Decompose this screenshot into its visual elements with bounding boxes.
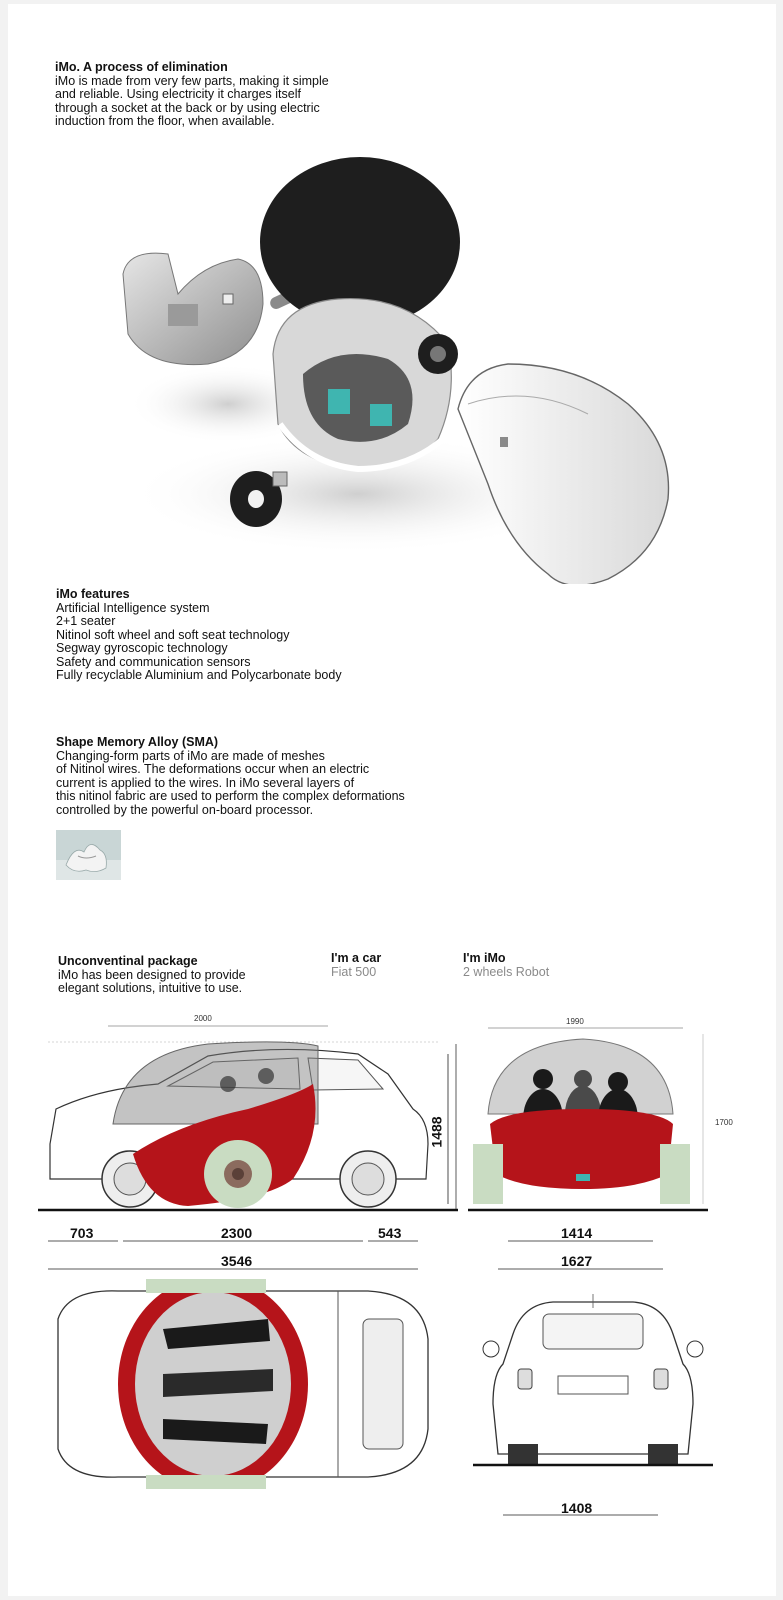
dim-front-height: 1700 xyxy=(715,1118,733,1127)
feature-item: Artificial Intelligence system xyxy=(56,600,210,615)
poster-sheet xyxy=(8,4,776,1596)
package-line: iMo has been designed to provide xyxy=(58,967,246,982)
intro-line: induction from the floor, when available. xyxy=(55,114,275,128)
features-title: iMo features xyxy=(56,587,130,601)
feature-item: Segway gyroscopic technology xyxy=(56,641,228,655)
dim-side-top: 2000 xyxy=(194,1014,212,1023)
sma-line: this nitinol fabric are used to perform the complex deformations xyxy=(56,789,405,803)
sma-line: current is applied to the wires. In iMo several layers of xyxy=(56,775,355,790)
feature-item: Nitinol soft wheel and soft seat technology xyxy=(56,627,290,642)
dim-total-length: 3546 xyxy=(221,1253,253,1269)
dim-car-rear-track: 1408 xyxy=(561,1500,593,1516)
sma-line: Changing-form parts of iMo are made of meshes xyxy=(56,748,325,763)
package-line: elegant solutions, intuitive to use. xyxy=(58,981,243,995)
intro-title: iMo. A process of elimination xyxy=(55,60,228,74)
sma-line: controlled by the powerful on-board processor. xyxy=(56,802,314,817)
feature-item: 2+1 seater xyxy=(56,614,116,628)
dim-front-top: 1990 xyxy=(566,1017,584,1026)
sma-title: Shape Memory Alloy (SMA) xyxy=(56,735,219,749)
dim-car-width: 1627 xyxy=(561,1253,593,1269)
intro-line: iMo is made from very few parts, making it simple xyxy=(55,73,329,88)
dim-imo-track: 1414 xyxy=(561,1225,593,1241)
sma-line: of Nitinol wires. The deformations occur when an electric xyxy=(56,762,370,776)
imo-subtitle: 2 wheels Robot xyxy=(463,964,550,979)
dim-overhang-front: 703 xyxy=(70,1225,94,1241)
intro-line: and reliable. Using electricity it charges itself xyxy=(55,87,301,101)
feature-item: Safety and communication sensors xyxy=(56,654,251,669)
feature-item: Fully recyclable Aluminium and Polycarbonate body xyxy=(56,668,342,682)
imo-title: I'm iMo xyxy=(463,951,506,965)
dim-side-height: 1488 xyxy=(428,1116,445,1148)
car-title: I'm a car xyxy=(331,951,382,965)
intro-line: through a socket at the back or by using electric xyxy=(55,100,320,115)
dim-wheelbase: 2300 xyxy=(221,1225,253,1241)
dimension-lines xyxy=(8,4,776,1596)
dim-overhang-rear: 543 xyxy=(378,1225,402,1241)
car-subtitle: Fiat 500 xyxy=(331,964,377,979)
package-title: Unconventinal package xyxy=(58,954,198,968)
